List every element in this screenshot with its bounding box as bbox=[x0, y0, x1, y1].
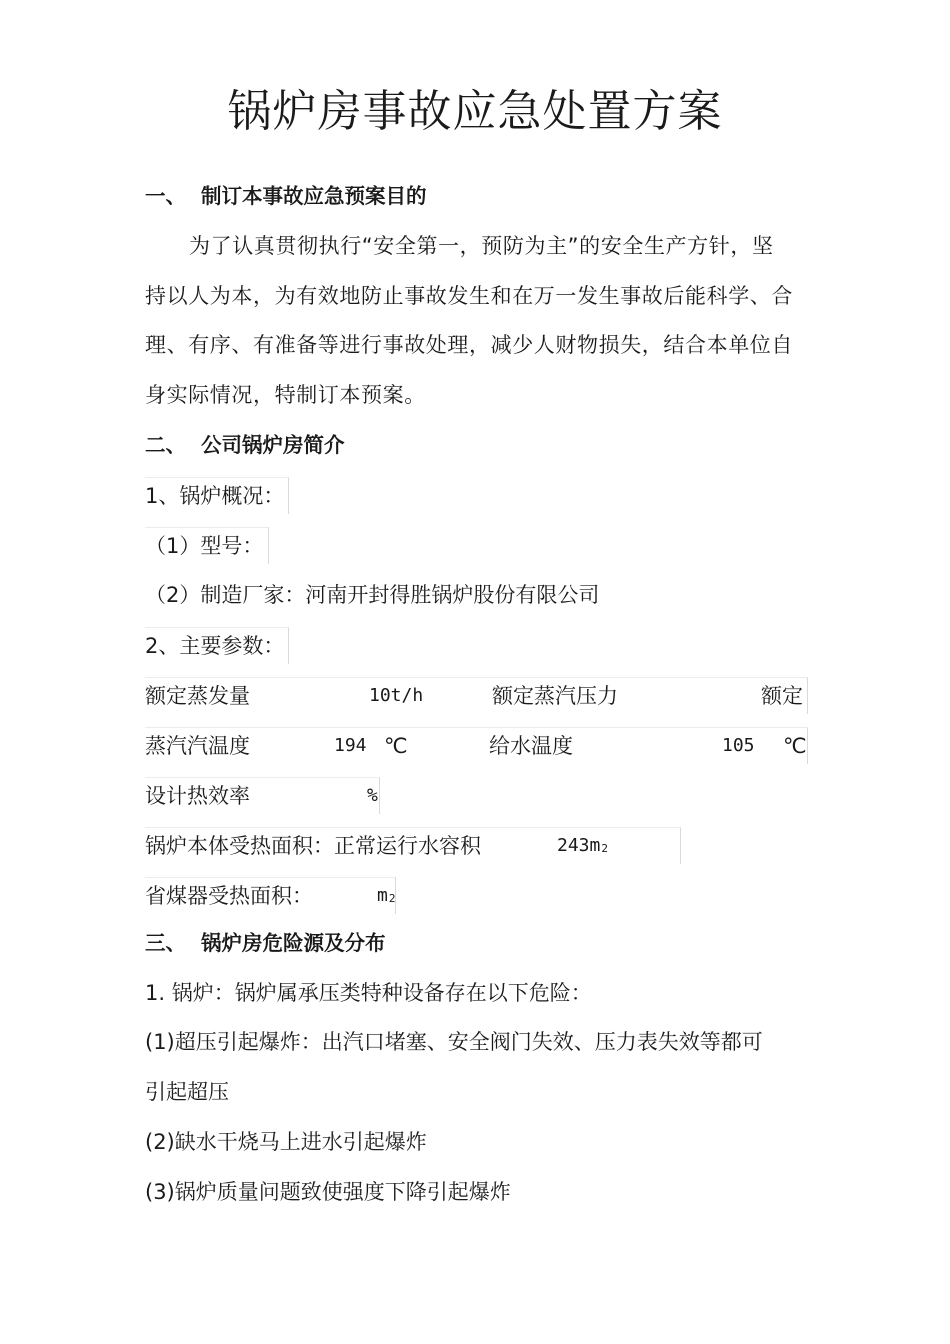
hazard-line: (3)锅炉质量问题致使强度下降引起爆炸 bbox=[145, 1180, 511, 1204]
section-number: 三、 bbox=[145, 931, 186, 955]
param-value: 10t/h bbox=[369, 685, 424, 706]
section-title: 制订本事故应急预案目的 bbox=[201, 184, 427, 208]
paragraph-line: 持以人为本，为有效地防止事故发生和在万一发生事故后能科学、合 bbox=[145, 284, 793, 308]
param-row-heating-surface bbox=[145, 827, 681, 864]
param-label: 设计热效率 bbox=[145, 784, 250, 808]
param-row-steam-temperature bbox=[145, 727, 808, 764]
param-label: 额定 bbox=[761, 684, 803, 708]
param-label: 省煤器受热面积： bbox=[145, 884, 313, 908]
param-label: 蒸汽汽温度 bbox=[145, 734, 250, 758]
hazard-line: (2)缺水干烧马上进水引起爆炸 bbox=[145, 1130, 427, 1154]
param-unit: ℃ bbox=[384, 734, 408, 758]
section-2-heading bbox=[145, 427, 345, 463]
paragraph-line: 理、有序、有准备等进行事故处理，减少人财物损失，结合本单位自 bbox=[145, 333, 793, 357]
param-unit: ℃ bbox=[783, 734, 807, 758]
value-text: m bbox=[377, 885, 388, 906]
hazard-line: (1)超压引起爆炸：出汽口堵塞、安全阀门失效、压力表失效等都可 bbox=[145, 1030, 763, 1054]
param-label: 给水温度 bbox=[489, 734, 573, 758]
param-value bbox=[557, 828, 608, 867]
hazard-line: 引起超压 bbox=[145, 1080, 229, 1104]
paragraph-line: 身实际情况，特制订本预案。 bbox=[145, 383, 426, 407]
superscript: 2 bbox=[388, 892, 396, 905]
manufacturer-line: （2）制造厂家：河南开封得胜锅炉股份有限公司 bbox=[145, 583, 600, 607]
param-value: 194 bbox=[334, 735, 367, 756]
param-label: 锅炉本体受热面积：正常运行水容积 bbox=[145, 834, 481, 858]
boiler-overview-label: 1、锅炉概况： bbox=[145, 477, 289, 514]
superscript: 2 bbox=[601, 842, 608, 855]
section-title: 公司锅炉房简介 bbox=[201, 433, 345, 457]
paragraph-line: 为了认真贯彻执行“安全第一，预防为主”的安全生产方针，坚 bbox=[189, 234, 774, 258]
param-row-design-efficiency bbox=[145, 777, 380, 814]
boiler-model-label: （1）型号： bbox=[145, 527, 269, 564]
param-row-economizer bbox=[145, 877, 396, 914]
section-number: 一、 bbox=[145, 184, 186, 208]
param-label: 额定蒸汽压力 bbox=[492, 684, 618, 708]
section-number: 二、 bbox=[145, 433, 186, 457]
main-params-label: 2、主要参数： bbox=[145, 627, 289, 664]
section-1-heading bbox=[145, 178, 427, 214]
value-text: 243m bbox=[557, 835, 601, 856]
hazard-line: 1. 锅炉：锅炉属承压类特种设备存在以下危险： bbox=[145, 981, 592, 1005]
document-title: 锅炉房事故应急处置方案 bbox=[227, 86, 723, 137]
section-3-heading bbox=[145, 925, 386, 961]
section-title: 锅炉房危险源及分布 bbox=[201, 931, 386, 955]
param-label: 额定蒸发量 bbox=[145, 684, 250, 708]
param-unit bbox=[377, 878, 395, 917]
param-row-rated-evaporation bbox=[145, 677, 808, 714]
param-value: 105 bbox=[722, 735, 755, 756]
param-unit: % bbox=[367, 785, 378, 806]
